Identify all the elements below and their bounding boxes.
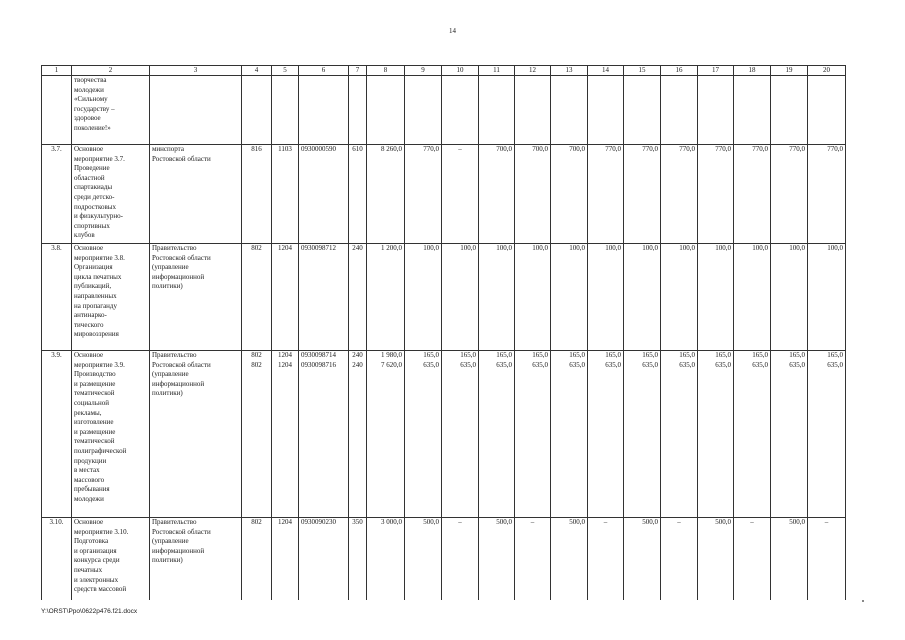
amount-cell [367, 76, 405, 145]
amount-cell: – [734, 518, 771, 601]
scan-mark [862, 600, 864, 602]
amount-cell [698, 76, 734, 145]
amount-cell [442, 76, 479, 145]
amount-cell: 1 200,0 [367, 244, 405, 351]
column-number-3: 3 [150, 66, 242, 76]
amount-cell: 100,0 [734, 244, 771, 351]
table-row [42, 244, 846, 351]
amount-cell: 770,0 [624, 145, 661, 244]
grbs-code-cell: 816 [242, 145, 272, 244]
column-number-2: 2 [72, 66, 150, 76]
grbs-code-cell: 802 802 [242, 351, 272, 518]
amount-cell [661, 76, 698, 145]
amount-cell: – [808, 518, 846, 601]
column-number-10: 10 [442, 66, 479, 76]
column-number-15: 15 [624, 66, 661, 76]
amount-cell: 100,0 [588, 244, 624, 351]
amount-cell: 100,0 [515, 244, 551, 351]
amount-cell: 3 000,0 [367, 518, 405, 601]
table-row [42, 351, 846, 518]
amount-cell: 500,0 [771, 518, 808, 601]
target-article-cell: 0930000590 [299, 145, 349, 244]
table-row [42, 76, 846, 145]
amount-cell [808, 76, 846, 145]
column-number-13: 13 [551, 66, 588, 76]
amount-cell: 165,0 635,0 [808, 351, 846, 518]
section-code-cell [272, 76, 299, 145]
row-number-cell: 3.7. [42, 145, 72, 244]
amount-cell: 100,0 [551, 244, 588, 351]
activity-name-cell: творчества молодежи «Сильному государству – здоровое поколение!» [72, 76, 150, 145]
amount-cell: 500,0 [624, 518, 661, 601]
amount-cell: 700,0 [479, 145, 515, 244]
amount-cell: 500,0 [479, 518, 515, 601]
amount-cell: 100,0 [624, 244, 661, 351]
column-number-7: 7 [349, 66, 367, 76]
grbs-code-cell: 802 [242, 518, 272, 601]
amount-cell: 770,0 [734, 145, 771, 244]
amount-cell [551, 76, 588, 145]
amount-cell [624, 76, 661, 145]
file-path-footer: Y:\ORST\Ppo\0622p476.f21.docx [41, 608, 138, 615]
amount-cell [771, 76, 808, 145]
row-number-cell: 3.8. [42, 244, 72, 351]
amount-cell [479, 76, 515, 145]
activity-name-cell: Основное мероприятие 3.10. Подготовка и организация конкурса среди печатных и электронных средств массовой [72, 518, 150, 601]
column-number-5: 5 [272, 66, 299, 76]
section-code-cell: 1204 1204 [272, 351, 299, 518]
amount-cell: 165,0 635,0 [588, 351, 624, 518]
amount-cell: 8 260,0 [367, 145, 405, 244]
amount-cell: 100,0 [405, 244, 442, 351]
grbs-code-cell [242, 76, 272, 145]
activity-name-cell: Основное мероприятие 3.9. Производство и размещение тематической социальной рекламы, изготовление и размещение тематической полиграфической продукции в местах массового пребывания молодежи [72, 351, 150, 518]
amount-cell: 165,0 635,0 [661, 351, 698, 518]
amount-cell: 165,0 635,0 [734, 351, 771, 518]
amount-cell [515, 76, 551, 145]
column-number-1: 1 [42, 66, 72, 76]
target-article-cell: 0930098714 0930098716 [299, 351, 349, 518]
amount-cell: – [661, 518, 698, 601]
amount-cell: – [588, 518, 624, 601]
amount-cell [588, 76, 624, 145]
amount-cell: 165,0 635,0 [405, 351, 442, 518]
amount-cell: 165,0 635,0 [771, 351, 808, 518]
section-code-cell: 1204 [272, 518, 299, 601]
amount-cell [734, 76, 771, 145]
amount-cell: 100,0 [698, 244, 734, 351]
amount-cell: 770,0 [405, 145, 442, 244]
column-number-4: 4 [242, 66, 272, 76]
column-number-14: 14 [588, 66, 624, 76]
amount-cell: 165,0 635,0 [551, 351, 588, 518]
row-number-cell [42, 76, 72, 145]
budget-table [41, 65, 846, 600]
target-article-cell: 0930090230 [299, 518, 349, 601]
amount-cell: 770,0 [661, 145, 698, 244]
section-code-cell: 1204 [272, 244, 299, 351]
executor-cell: Правительство Ростовской области (управление информационной политики) [150, 244, 242, 351]
column-number-18: 18 [734, 66, 771, 76]
amount-cell: 100,0 [808, 244, 846, 351]
amount-cell: 700,0 [551, 145, 588, 244]
column-number-row [42, 66, 846, 76]
expense-type-cell: 240 [349, 244, 367, 351]
amount-cell: 100,0 [442, 244, 479, 351]
executor-cell: Правительство Ростовской области (управление информационной политики) [150, 351, 242, 518]
table-row [42, 145, 846, 244]
row-number-cell: 3.9. [42, 351, 72, 518]
amount-cell: 165,0 635,0 [479, 351, 515, 518]
column-number-8: 8 [367, 66, 405, 76]
amount-cell: – [442, 145, 479, 244]
amount-cell: – [515, 518, 551, 601]
expense-type-cell: 610 [349, 145, 367, 244]
amount-cell: 770,0 [771, 145, 808, 244]
executor-cell: минспорта Ростовской области [150, 145, 242, 244]
page-number: 14 [449, 27, 456, 35]
amount-cell [405, 76, 442, 145]
amount-cell: 500,0 [551, 518, 588, 601]
amount-cell: 100,0 [661, 244, 698, 351]
target-article-cell: 0930098712 [299, 244, 349, 351]
column-number-11: 11 [479, 66, 515, 76]
amount-cell: 165,0 635,0 [624, 351, 661, 518]
amount-cell: 100,0 [771, 244, 808, 351]
expense-type-cell: 240 240 [349, 351, 367, 518]
amount-cell: 700,0 [515, 145, 551, 244]
column-number-12: 12 [515, 66, 551, 76]
amount-cell: 770,0 [588, 145, 624, 244]
executor-cell: Правительство Ростовской области (управление информационной политики) [150, 518, 242, 601]
amount-cell: 770,0 [698, 145, 734, 244]
row-number-cell: 3.10. [42, 518, 72, 601]
grbs-code-cell: 802 [242, 244, 272, 351]
column-number-9: 9 [405, 66, 442, 76]
amount-cell: – [442, 518, 479, 601]
amount-cell: 1 980,0 7 620,0 [367, 351, 405, 518]
executor-cell [150, 76, 242, 145]
table-row [42, 518, 846, 601]
amount-cell: 770,0 [808, 145, 846, 244]
amount-cell: 165,0 635,0 [515, 351, 551, 518]
amount-cell: 165,0 635,0 [698, 351, 734, 518]
activity-name-cell: Основное мероприятие 3.8. Организация цикла печатных публикаций, направленных на пропаганду антинарко- тического мировоззрения [72, 244, 150, 351]
column-number-17: 17 [698, 66, 734, 76]
column-number-6: 6 [299, 66, 349, 76]
column-number-20: 20 [808, 66, 846, 76]
amount-cell: 500,0 [698, 518, 734, 601]
amount-cell: 165,0 635,0 [442, 351, 479, 518]
activity-name-cell: Основное мероприятие 3.7. Проведение областной спартакиады среди детско- подростковых и физкультурно- спортивных клубов [72, 145, 150, 244]
expense-type-cell [349, 76, 367, 145]
expense-type-cell: 350 [349, 518, 367, 601]
section-code-cell: 1103 [272, 145, 299, 244]
target-article-cell [299, 76, 349, 145]
column-number-19: 19 [771, 66, 808, 76]
amount-cell: 100,0 [479, 244, 515, 351]
amount-cell: 500,0 [405, 518, 442, 601]
column-number-16: 16 [661, 66, 698, 76]
